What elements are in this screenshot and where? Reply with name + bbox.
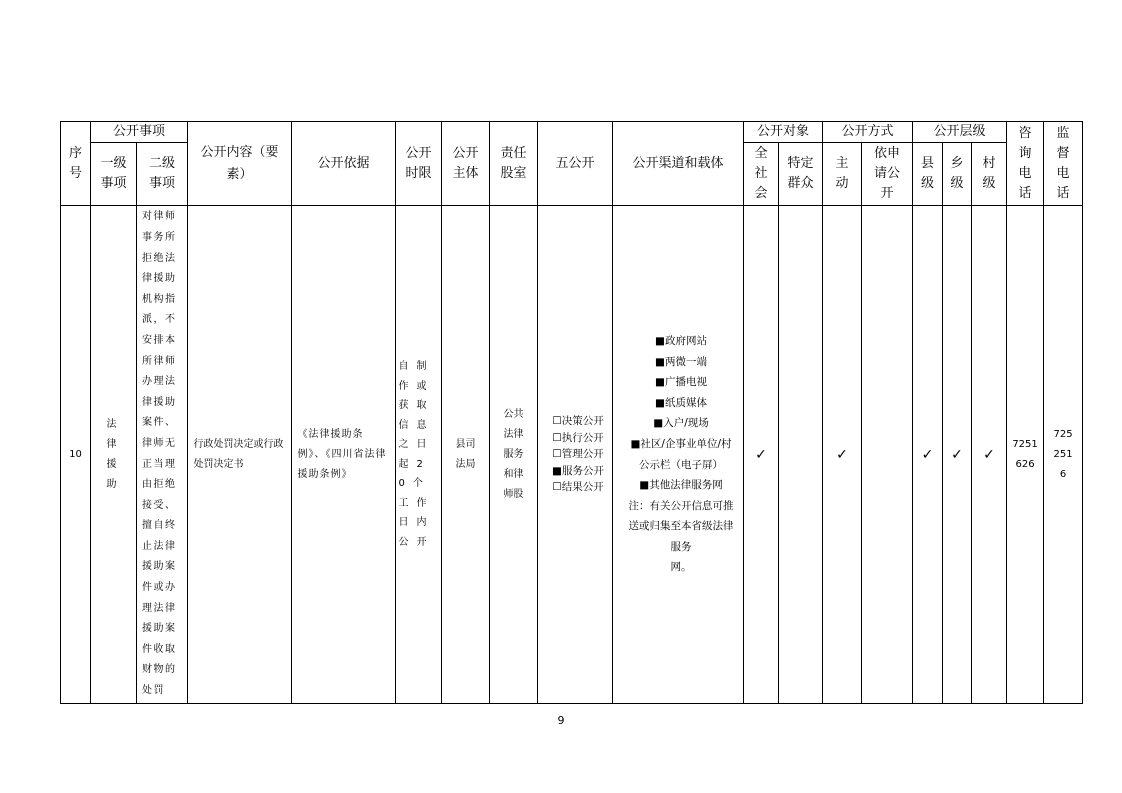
row-seq: 10 (61, 206, 91, 704)
five-item: ☐管理公开 (552, 448, 604, 461)
header-target-group: 公开对象 (744, 122, 823, 143)
check-county: ✓ (913, 206, 943, 704)
header-dept: 责任股室 (490, 122, 538, 206)
header-level1: 一级事项 (91, 143, 137, 206)
header-level2: 二级事项 (137, 143, 188, 206)
channel-item: ■入户/现场 (653, 417, 709, 430)
channel-item: ■其他法律服务网 (639, 479, 723, 492)
channel-note: 送或归集至本省级法律 (628, 520, 734, 533)
header-five: 五公开 (538, 122, 613, 206)
header-level-group: 公开层级 (913, 122, 1007, 143)
channel-note: 服务 (670, 540, 692, 553)
header-subject: 公开主体 (442, 122, 490, 206)
header-active: 主动 (823, 143, 862, 206)
check-all-society: ✓ (744, 206, 779, 704)
header-on-request: 依申请公开 (862, 143, 913, 206)
header-village: 村级 (972, 143, 1007, 206)
row-consult-phone (1007, 206, 1044, 704)
five-item: ■服务公开 (552, 464, 604, 477)
row-channel-list (613, 206, 744, 704)
channel-item: ■两微一端 (655, 355, 707, 368)
five-item: ☐决策公开 (552, 415, 604, 428)
channel-item: ■政府网站 (655, 334, 707, 347)
cell-specific (779, 206, 823, 704)
row-basis: 《法律援助条例》、《四川省法律援助条例》 (292, 206, 396, 704)
row-time-limit: 自制作或获取信息之日起20个工作日内公开 (396, 206, 442, 704)
row-level1: 法律援助 (91, 206, 137, 704)
row-level2: 对律师事务所拒绝法律援助机构指派，不安排本所律师办理法律援助案件、律师无正当理由拒绝接受、擅自终止法律援助案件或办理法律援助案件收取财物的处罚 (137, 206, 188, 704)
header-content: 公开内容（要素） (188, 122, 292, 206)
channel-item: ■社区/企事业单位/村 (630, 437, 732, 450)
header-county: 县级 (913, 143, 943, 206)
channel-note: 网。 (670, 561, 692, 574)
header-consult: 咨询电话 (1007, 122, 1044, 206)
five-item: ☐结果公开 (552, 481, 604, 494)
header-all-society: 全社会 (744, 143, 779, 206)
row-dept: 公共法律服务和律师股 (490, 206, 538, 704)
header-seq: 序号 (61, 122, 91, 206)
supervise-phone-line: 6 (1059, 468, 1067, 480)
check-village: ✓ (972, 206, 1007, 704)
disclosure-table (60, 121, 1083, 704)
header-items-group: 公开事项 (91, 122, 188, 143)
header-method-group: 公开方式 (823, 122, 913, 143)
header-supervise: 监督电话 (1044, 122, 1083, 206)
channel-item: ■纸质媒体 (655, 396, 707, 409)
consult-phone-line: 626 (1015, 458, 1035, 470)
check-town: ✓ (943, 206, 972, 704)
header-basis: 公开依据 (292, 122, 396, 206)
check-active: ✓ (823, 206, 862, 704)
header-town: 乡级 (943, 143, 972, 206)
header-time-limit: 公开时限 (396, 122, 442, 206)
row-content: 行政处罚决定或行政处罚决定书 (188, 206, 292, 704)
channel-item: ■广播电视 (655, 376, 707, 389)
channel-item: 公示栏（电子屏） (639, 458, 724, 471)
cell-on-request (862, 206, 913, 704)
header-specific: 特定群众 (779, 143, 823, 206)
row-supervise-phone (1044, 206, 1083, 704)
supervise-phone-line: 251 (1053, 448, 1073, 460)
header-channel: 公开渠道和载体 (613, 122, 744, 206)
consult-phone-line: 7251 (1012, 438, 1038, 450)
row-subject: 县司法局 (442, 206, 490, 704)
channel-note: 注：有关公开信息可推 (628, 499, 734, 512)
supervise-phone-line: 725 (1053, 428, 1073, 440)
row-five-list (538, 206, 613, 704)
five-item: ☐执行公开 (552, 431, 604, 444)
page-number: 9 (557, 714, 565, 727)
